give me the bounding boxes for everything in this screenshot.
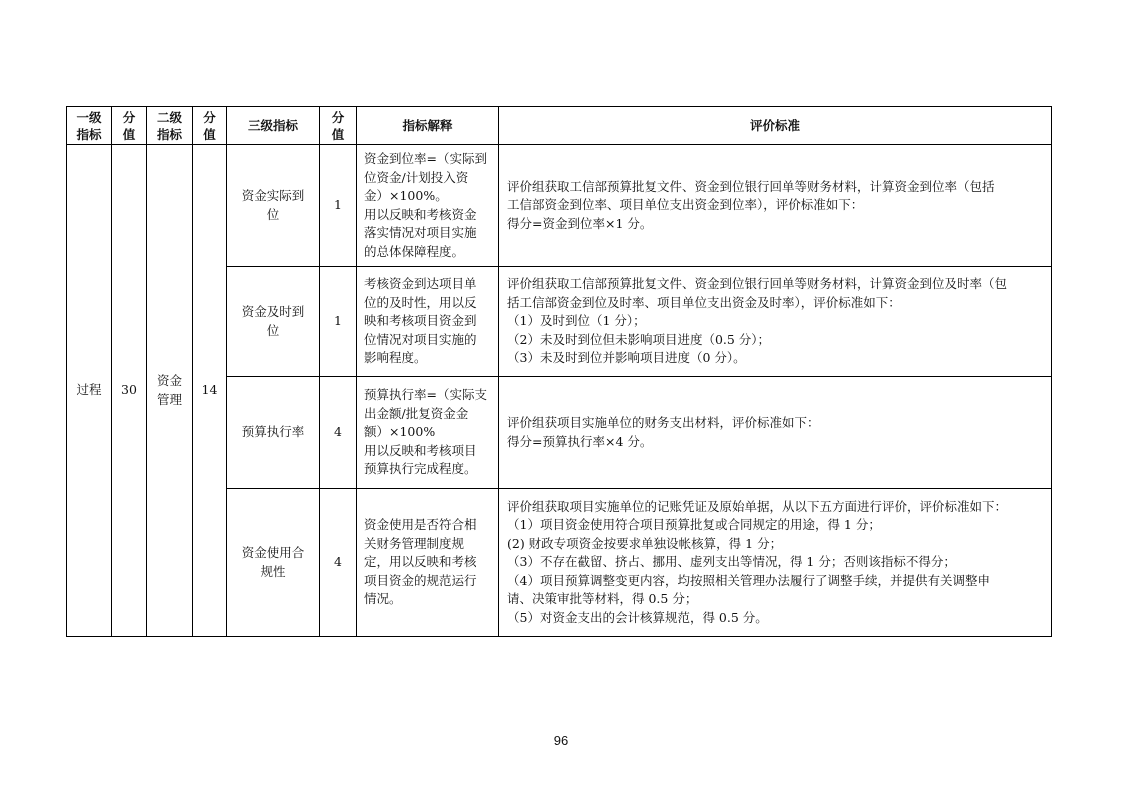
explanation-cell: 资金到位率=（实际到 位资金/计划投入资 金）×100%。 用以反映和考核资金 落实情况对项目实施 的总体保障程度。 — [357, 145, 499, 267]
level3-indicator-cell: 资金及时到 位 — [227, 267, 320, 377]
header-level3-indicator: 三级指标 — [227, 107, 320, 145]
level3-indicator-cell: 资金实际到 位 — [227, 145, 320, 267]
level3-score-cell: 1 — [320, 145, 357, 267]
level3-score-cell: 4 — [320, 377, 357, 489]
level3-indicator-cell: 预算执行率 — [227, 377, 320, 489]
header-level3-score: 分 值 — [320, 107, 357, 145]
level1-indicator-cell: 过程 — [67, 145, 112, 637]
header-row — [67, 107, 1052, 145]
header-level1-indicator: 一级 指标 — [67, 107, 112, 145]
table-row — [67, 145, 1052, 267]
explanation-cell: 预算执行率=（实际支 出金额/批复资金金 额）×100% 用以反映和考核项目 预算执行完成程度。 — [357, 377, 499, 489]
level3-score-cell: 1 — [320, 267, 357, 377]
header-level1-score: 分 值 — [112, 107, 147, 145]
level3-score-cell: 4 — [320, 489, 357, 637]
standard-cell: 评价组获取工信部预算批复文件、资金到位银行回单等财务材料，计算资金到位率（包括 工信部资金到位率、项目单位支出资金到位率），评价标准如下： 得分=资金到位率×1 分。 — [499, 145, 1052, 267]
explanation-cell: 考核资金到达项目单 位的及时性，用以反 映和考核项目资金到 位情况对项目实施的 影响程度。 — [357, 267, 499, 377]
header-explanation: 指标解释 — [357, 107, 499, 145]
explanation-cell: 资金使用是否符合相 关财务管理制度规 定，用以反映和考核 项目资金的规范运行 情况。 — [357, 489, 499, 637]
page-number: 96 — [553, 733, 569, 748]
header-level2-indicator: 二级 指标 — [147, 107, 193, 145]
level3-indicator-cell: 资金使用合 规性 — [227, 489, 320, 637]
level2-indicator-cell: 资金 管理 — [147, 145, 193, 637]
standard-cell: 评价组获取项目实施单位的记账凭证及原始单据，从以下五方面进行评价，评价标准如下： （1）项目资金使用符合项目预算批复或合同规定的用途，得 1 分； (2) 财政专项资金按要求单独设帐核算，得 1 分； （3）不存在截留、挤占、挪用、虚列支出等情况，得 1 分；否则该指标不得分； （4）项目预算调整变更内容，均按照相关管理办法履行了调整手续，并提供有关调整申 请、决策审批等材料，得 0.5 分； （5）对资金支出的会计核算规范，得 0.5 分。 — [499, 489, 1052, 637]
level1-score-cell: 30 — [112, 145, 147, 637]
standard-cell: 评价组获取工信部预算批复文件、资金到位银行回单等财务材料，计算资金到位及时率（包 括工信部资金到位及时率、项目单位支出资金及时率），评价标准如下： （1）及时到位（1 分）； （2）未及时到位但未影响项目进度（0.5 分）； （3）未及时到位并影响项目进度（0 分）。 — [499, 267, 1052, 377]
evaluation-indicator-table — [66, 106, 1052, 637]
level2-score-cell: 14 — [193, 145, 227, 637]
standard-cell: 评价组获项目实施单位的财务支出材料，评价标准如下： 得分=预算执行率×4 分。 — [499, 377, 1052, 489]
header-standard: 评价标准 — [499, 107, 1052, 145]
header-level2-score: 分 值 — [193, 107, 227, 145]
